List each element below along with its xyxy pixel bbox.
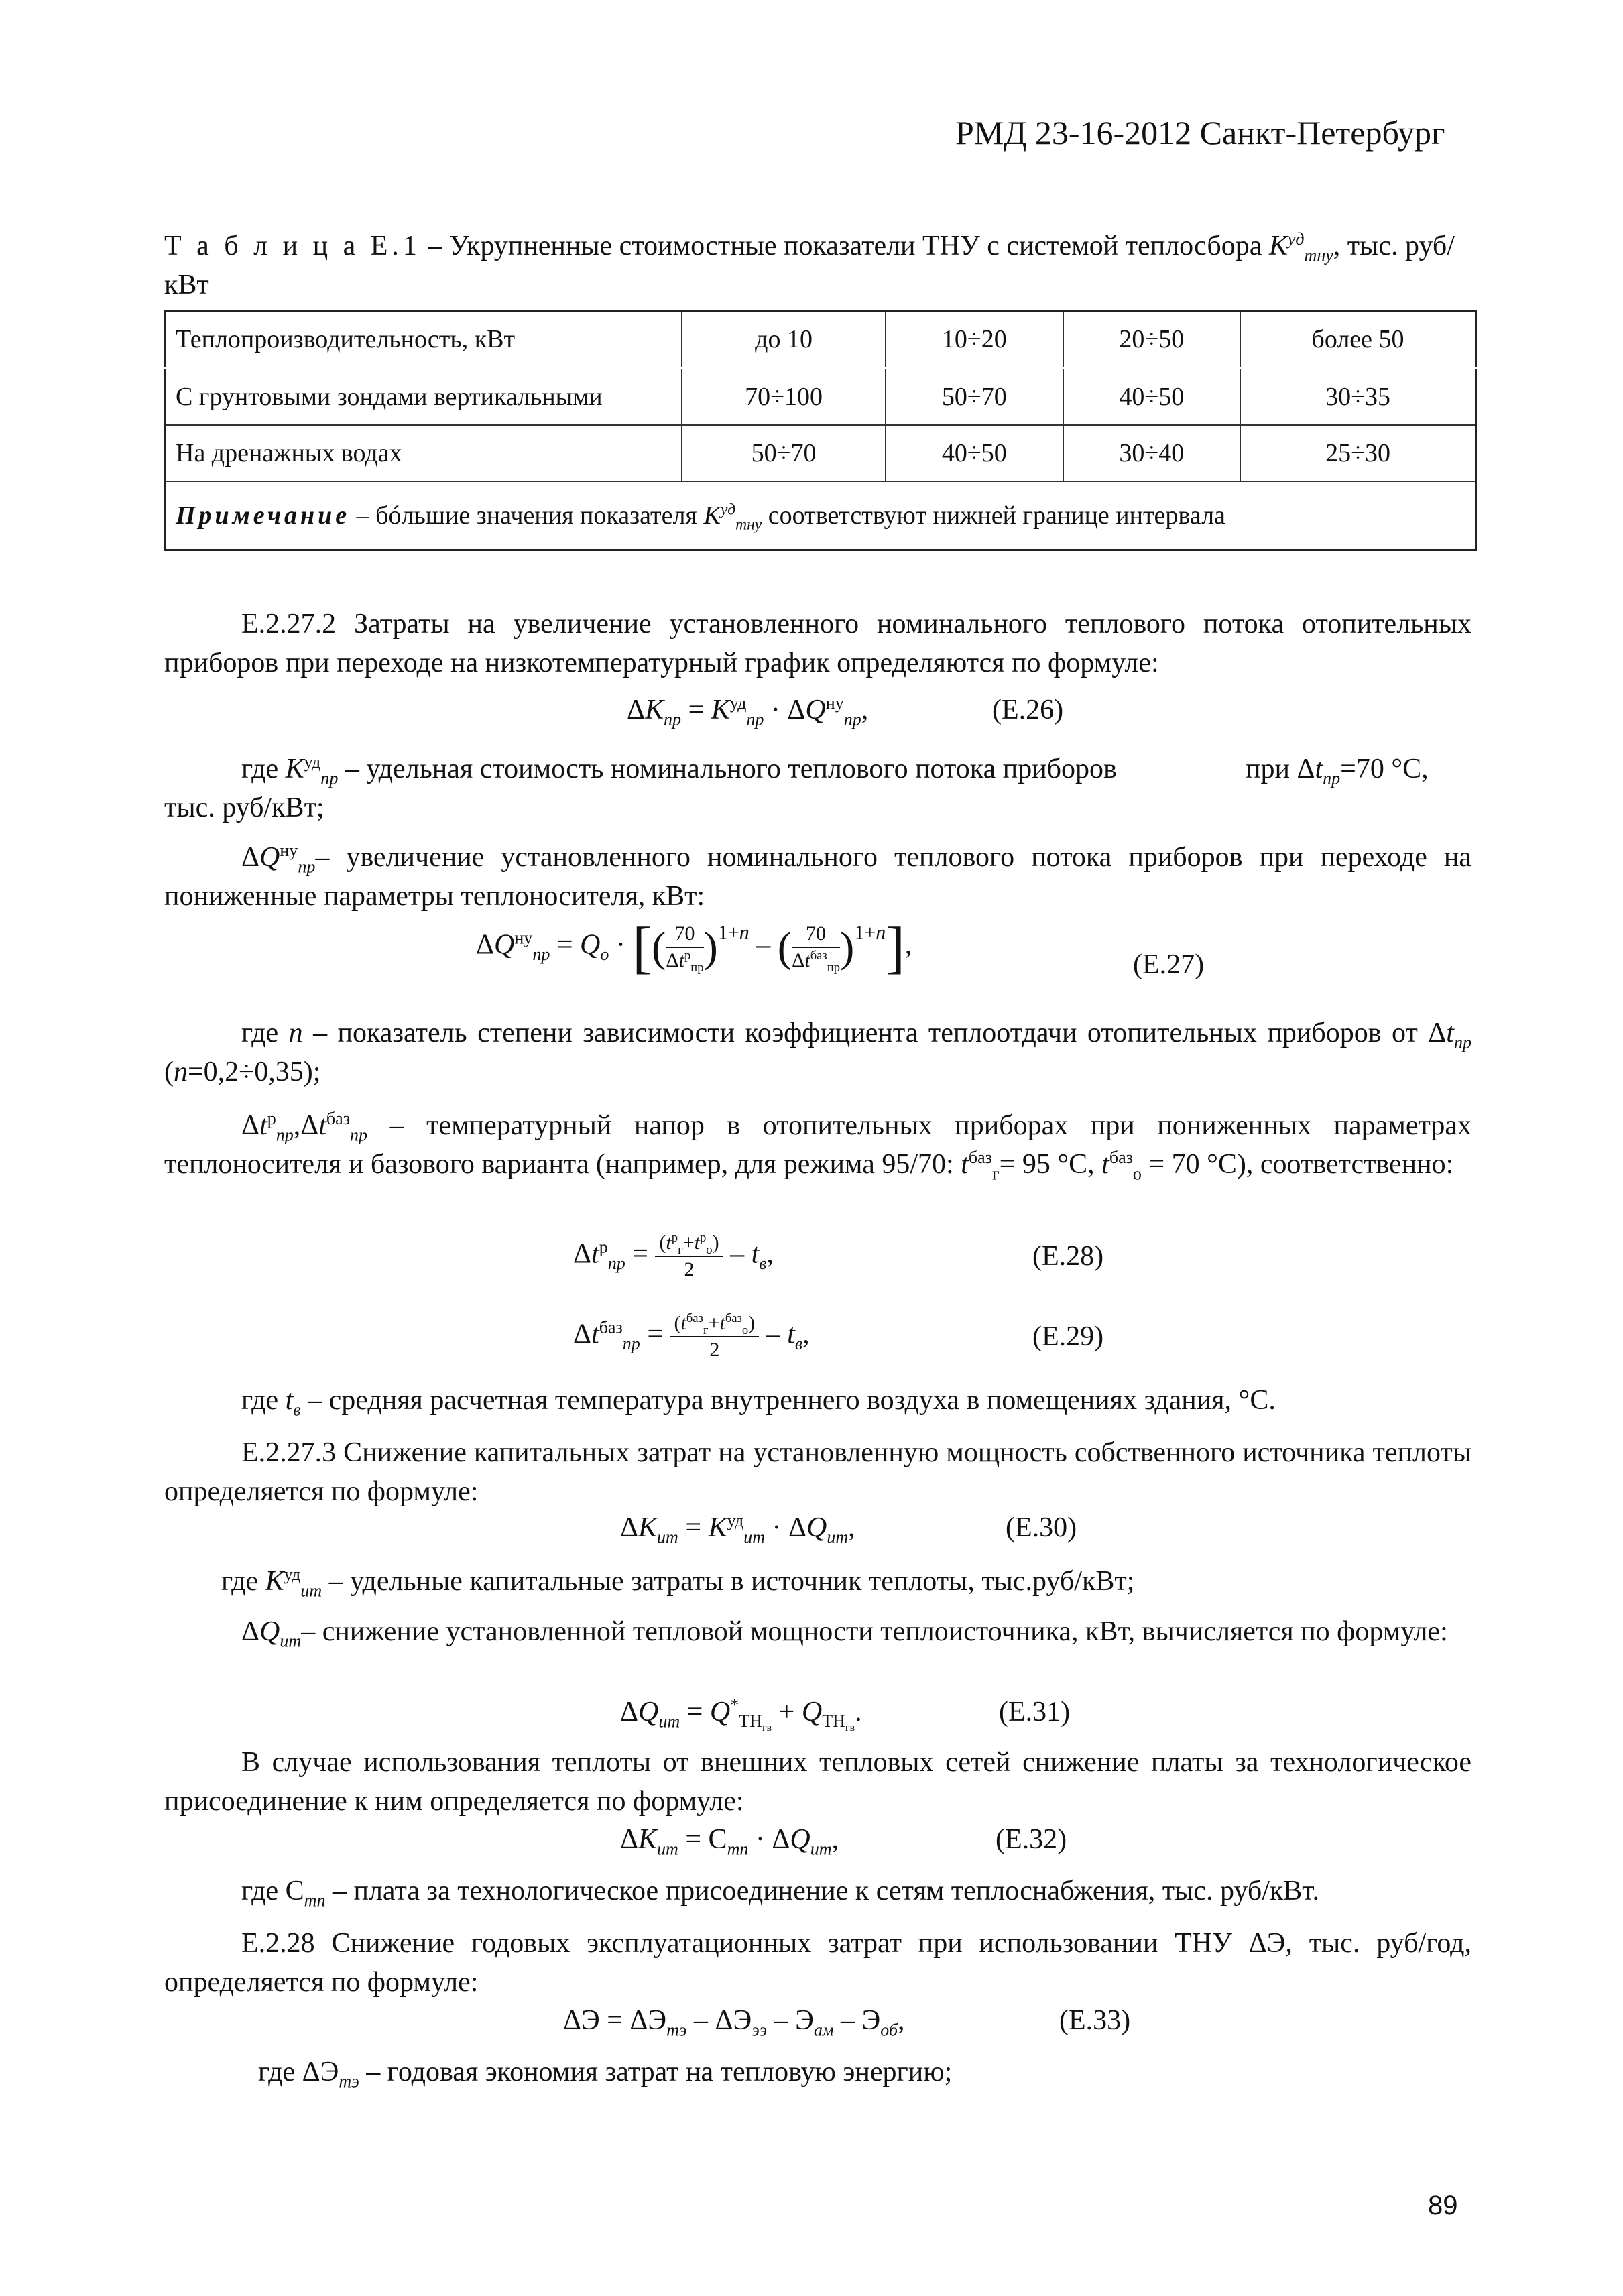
note-text-b: соответствуют нижней границе интервала: [762, 501, 1225, 530]
equation-number: (Е.33): [1059, 2005, 1131, 2036]
table-cell: 40÷50: [886, 425, 1063, 481]
where-n-paragraph: где n – показатель степени зависимости коэффициента теплоотдачи отопительных приборов от $\Delta t_{пр}$ (n=0,2÷0,35);: [164, 1018, 1471, 1087]
formula-e30: $\Delta K_{ит} = K^{уд}_{ит} \cdot \Delta Q_{ит}$,: [620, 1511, 855, 1547]
table-header-cell: более 50: [1240, 311, 1476, 369]
formula-e32: $\Delta K_{ит} = С_{тп} \cdot \Delta Q_{ит}$,: [620, 1824, 839, 1859]
equation-number: (Е.28): [1032, 1241, 1104, 1272]
table-row-label: На дренажных водах: [166, 425, 682, 481]
note-label: Примечание: [176, 501, 351, 530]
equation-number: (Е.26): [992, 694, 1064, 725]
table-caption-label: Т а б л и ц а Е.1: [164, 231, 421, 261]
formula-e31: $\Delta Q_{ит} = Q^*_{ТН_{гв}} + Q_{ТН_{гв}}$.: [620, 1695, 862, 1734]
equation-number: (Е.29): [1032, 1321, 1104, 1352]
formula-e33: $\Delta Э = \Delta Э_{тэ} - \Delta Э_{ээ} - Э_{ам} - Э_{об}$,: [563, 2005, 905, 2040]
running-header: РМД 23-16-2012 Санкт-Петербург: [955, 114, 1445, 152]
cost-indicators-table: [164, 310, 1477, 551]
note-text-a: – бóльшие значения показателя: [350, 501, 704, 530]
paragraph-e2272: Е.2.27.2 Затраты на увеличение установленного номинального теплового потока отопительных приборов при переходе на низкотемпературный график определяются по формуле:: [164, 609, 1471, 678]
where-ctp-line: где $С_{тп}$ – плата за технологическое присоединение к сетям теплоснабжения, тыс. руб/кВт.: [241, 1876, 1319, 1911]
formula-e27: $\Delta Q^{ну}_{пр} = Q_o$ · [( $\frac{70}{\Delta t^р_{пр}}$ )$^{1+n}$ – ( $\frac{70}{\Delta t^{баз}_{пр}}$ )$^{1+n}$],: [476, 915, 912, 979]
table-header-row: [166, 311, 1476, 369]
where-kpr-line: где $K^{уд}_{пр}$ – удельная стоимость номинального теплового потока приборов: [241, 752, 1117, 788]
table-cell: 30÷35: [1240, 368, 1476, 425]
where-kit-line: где $K^{уд}_{ит}$ – удельные капитальные затраты в источник теплоты, тыс.руб/кВт;: [221, 1565, 1135, 1601]
table-header-cell: 10÷20: [886, 311, 1063, 369]
equation-number: (Е.27): [1133, 949, 1205, 980]
paragraph-e2228: Е.2.28 Снижение годовых эксплуатационных затрат при использовании ТНУ ΔЭ, тыс. руб/год, определяется по формуле:: [164, 1928, 1471, 1998]
table-header-cell: 20÷50: [1063, 311, 1240, 369]
formula-e29: $\Delta t^{баз}_{пр}$ = $\frac{(t^{баз}_г+t^{баз}_о)}{2}$ – $t_в$,: [573, 1311, 810, 1361]
where-dt-paragraph: $\Delta t^р_{пр},\Delta t^{баз}_{пр}$ – температурный напор в отопительных приборах при пониженных параметрах теплоносителя и базового варианта (например, для режима 95/70: $t^{баз}_г= 95$ °С, $t^{баз}_о = 70$ °С), соответственно:: [164, 1109, 1471, 1184]
table-cell: 30÷40: [1063, 425, 1240, 481]
table-cell: 40÷50: [1063, 368, 1240, 425]
table-cell: 50÷70: [682, 425, 886, 481]
where-tv-line: где $t_в$ – средняя расчетная температура внутреннего воздуха в помещениях здания, °С.: [241, 1385, 1276, 1420]
equation-number: (Е.30): [1006, 1512, 1077, 1543]
table-note-row: [166, 481, 1476, 550]
formula-e26: $\Delta K_{пр} = K^{уд}_{пр} \cdot \Delta Q^{ну}_{пр}$,: [627, 693, 869, 729]
paragraph-external-networks: В случае использования теплоты от внешних тепловых сетей снижение платы за технологическое присоединение к ним определяется по формуле:: [164, 1747, 1471, 1817]
where-kpr-condition: при $\Delta t_{пр}=70$ °С,: [1246, 753, 1429, 788]
table-caption-text: – Укрупненные стоимостные показатели ТНУ с системой теплосбора: [420, 231, 1269, 261]
paragraph-e2273: Е.2.27.3 Снижение капитальных затрат на установленную мощность собственного источника теплоты определяется по формуле:: [164, 1437, 1471, 1507]
table-cell: 70÷100: [682, 368, 886, 425]
equation-number: (Е.32): [996, 1824, 1067, 1855]
where-dqit-paragraph: $\Delta Q_{ит}-$ снижение установленной тепловой мощности теплоисточника, кВт, вычисляется по формуле:: [241, 1616, 1448, 1651]
table-note: [166, 481, 1476, 550]
table-header-cell: до 10: [682, 311, 886, 369]
page-number: 89: [1428, 2191, 1458, 2220]
where-dq-line: $\Delta Q^{ну}_{пр}-$ увеличение установленного номинального теплового потока приборов при переходе на пониженные параметры теплоносителя, кВт:: [164, 841, 1471, 912]
table-caption-units: тыс. руб/кВт: [164, 231, 1455, 300]
table-row-label: С грунтовыми зондами вертикальными: [166, 368, 682, 425]
equation-number: (Е.31): [999, 1697, 1071, 1728]
caption-symbol: $K^{уд}_{тну}$: [1268, 229, 1333, 265]
table-cell: 50÷70: [886, 368, 1063, 425]
table-row: [166, 368, 1476, 425]
table-row: [166, 425, 1476, 481]
table-cell: 25÷30: [1240, 425, 1476, 481]
where-dete-line: где $\Delta Э_{тэ}$ – годовая экономия затрат на тепловую энергию;: [258, 2057, 953, 2092]
where-kpr-units: тыс. руб/кВт;: [164, 792, 324, 823]
table-header-cell: Теплопроизводительность, кВт: [166, 311, 682, 369]
table-caption: Т а б л и ц а Е.1 – Укрупненные стоимостные показатели ТНУ с системой теплосбора $K^{уд}_{тну}$, тыс. руб/кВт: [164, 229, 1455, 300]
note-symbol: $K^{уд}_{тну}$: [703, 501, 762, 534]
formula-e28: $\Delta t^р_{пр}$ = $\frac{(t^р_г+t^р_о)}{2}$ – $t_в$,: [573, 1231, 774, 1280]
